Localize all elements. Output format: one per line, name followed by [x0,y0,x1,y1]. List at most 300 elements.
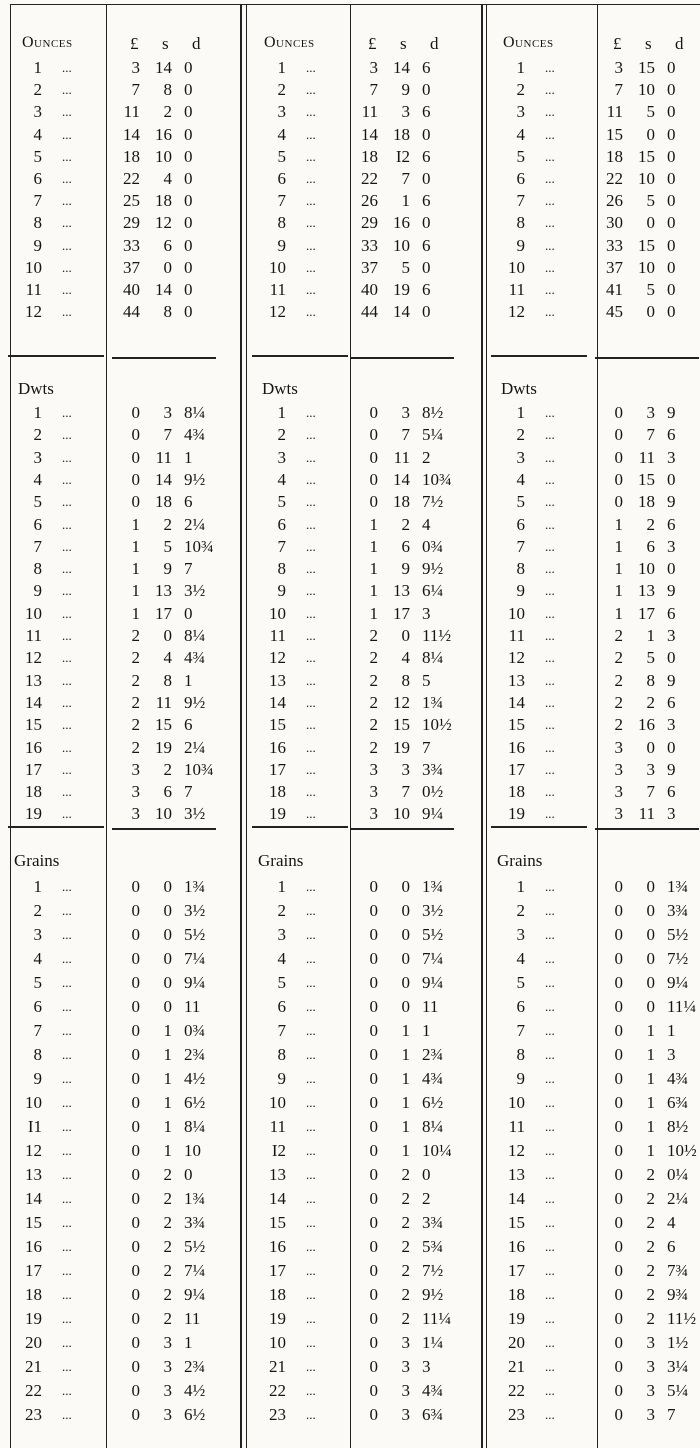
dwts-quantity: 2 [33,425,42,445]
section-rule [595,828,699,830]
grains-row [487,1092,700,1114]
pounds-value: 33 [606,235,623,255]
pence-value: 7¼ [184,949,206,968]
leader-dots: ... [545,259,555,275]
pence-value: 0 [667,648,676,668]
dwts-row [4,781,239,803]
ounces-row [248,79,478,101]
shillings-value: 2 [163,1261,172,1280]
grains-quantity: 13 [508,1165,525,1184]
grains-row [248,1188,478,1210]
pence-value: 0 [667,280,676,299]
shillings-value: 3 [163,1357,172,1376]
pence-value: 7½ [422,492,444,512]
ounces-quantity: 8 [277,213,286,233]
pounds-value: 0 [131,403,140,422]
pence-value: 11 [422,997,439,1016]
shillings-value: 2 [163,1213,172,1232]
leader-dots: ... [545,516,555,532]
pence-value: 4½ [184,1381,206,1400]
leader-dots: ... [62,494,72,510]
dwts-row [248,759,478,781]
grains-row [487,996,700,1018]
shillings-value: 15 [638,469,655,489]
pence-value: 6 [422,102,431,122]
pounds-value: 0 [131,1093,140,1112]
pence-value: 9¼ [422,973,444,992]
shillings-value: 0 [163,626,172,645]
leader-dots: ... [545,739,555,755]
grains-row [248,1068,478,1090]
pounds-value: 22 [606,169,623,188]
pounds-value: 0 [614,447,623,467]
pence-value: 3½ [184,901,206,920]
grains-quantity: 5 [277,973,286,992]
shillings-value: 7 [646,425,655,445]
grains-quantity: 19 [269,1309,286,1328]
leader-dots: ... [62,1095,72,1110]
pence-value: 2¼ [667,1189,689,1208]
grains-quantity: 20 [25,1333,42,1352]
dwts-quantity: 15 [25,715,42,735]
dwts-quantity: 5 [516,492,525,512]
dwts-row [248,647,478,669]
dwts-quantity: 4 [277,469,286,489]
grains-row [248,1404,478,1426]
vertical-rule [246,4,247,1448]
pence-value: 6 [184,715,193,735]
leader-dots: ... [545,471,555,487]
leader-dots: ... [306,761,316,777]
dwts-row [248,603,478,625]
leader-dots: ... [306,879,316,894]
pounds-value: 0 [369,1309,378,1328]
leader-dots: ... [62,717,72,733]
leader-dots: ... [62,427,72,443]
ounces-quantity: 1 [33,58,42,77]
table-column-1 [4,0,239,1448]
pounds-value: 7 [131,80,140,100]
pence-value: 0 [184,280,193,299]
shillings-header: s [400,34,407,53]
leader-dots: ... [62,471,72,487]
shillings-value: 0 [163,901,172,920]
leader-dots: ... [62,975,72,990]
leader-dots: ... [545,650,555,666]
pence-value: 10¾ [184,759,214,779]
shillings-value: 0 [646,213,655,233]
ounces-row [4,57,239,79]
pence-value: 3¾ [422,1213,444,1232]
pence-value: 9¼ [184,1285,206,1304]
pence-value: 4 [667,1213,676,1232]
leader-dots: ... [62,879,72,894]
ounces-row [4,301,239,323]
shillings-value: 10 [155,146,172,166]
pence-value: 0½ [422,782,444,802]
shillings-value: 7 [646,782,655,802]
pence-value: 10½ [422,715,452,735]
pence-value: 6 [422,146,431,166]
pounds-value: 0 [614,1261,623,1280]
pence-value: 5¼ [667,1381,689,1400]
pence-value: 0¼ [667,1165,689,1184]
dwts-quantity: 15 [269,715,286,735]
pounds-value: 0 [614,1285,623,1304]
pounds-value: 37 [361,257,378,277]
pounds-value: 0 [614,1021,623,1040]
shillings-value: 0 [401,626,410,645]
pence-value: 0 [667,102,676,122]
pence-value: 6½ [184,1405,206,1424]
grains-quantity: 9 [277,1069,286,1088]
leader-dots: ... [545,1143,555,1158]
ounces-quantity: 12 [25,302,42,322]
pounds-value: 1 [614,514,623,534]
shillings-value: 2 [401,1237,410,1256]
pounds-value: 0 [131,469,140,489]
shillings-value: 2 [646,1213,655,1232]
ounces-quantity: 12 [508,302,525,322]
leader-dots: ... [62,193,72,209]
dwts-row [248,447,478,469]
shillings-value: 2 [646,1165,655,1184]
shillings-value: 13 [393,581,410,601]
dwts-row [4,670,239,692]
pounds-value: 3 [131,804,140,824]
dwts-quantity: 18 [25,782,42,802]
dwts-row [487,536,700,558]
leader-dots: ... [62,405,72,420]
shillings-value: 1 [163,1021,172,1040]
pence-value: 0 [422,124,431,144]
leader-dots: ... [306,561,316,577]
leader-dots: ... [62,672,72,688]
grains-quantity: 4 [277,949,286,968]
pounds-value: 2 [369,715,378,735]
shillings-value: 13 [155,581,172,601]
pence-value: 6 [422,58,431,77]
dwts-row [248,469,478,491]
grains-row [248,972,478,994]
pence-value: 6 [422,191,431,211]
pence-value: 3½ [184,581,206,601]
grains-quantity: 2 [516,901,525,920]
pence-value: 1½ [667,1333,689,1352]
grains-row [487,1116,700,1138]
pounds-value: 0 [369,492,378,512]
ounces-row [4,257,239,279]
leader-dots: ... [306,1047,316,1062]
leader-dots: ... [306,148,316,164]
dwts-quantity: 16 [508,737,525,757]
pence-value: 9 [667,403,676,422]
grains-row [4,1020,239,1042]
leader-dots: ... [306,806,316,822]
shillings-value: 16 [155,124,172,144]
dwts-quantity: 1 [277,403,286,422]
pounds-value: 37 [606,257,623,277]
pounds-value: 0 [614,1333,623,1352]
dwts-quantity: 12 [508,648,525,668]
pounds-value: 0 [131,447,140,467]
pounds-value: 2 [369,737,378,757]
shillings-value: 10 [393,804,410,824]
pounds-value: 0 [131,1021,140,1040]
shillings-value: 1 [401,1045,410,1064]
leader-dots: ... [545,761,555,777]
pounds-value: 18 [361,146,378,166]
dwts-row [487,803,700,825]
grains-quantity: 14 [25,1189,42,1208]
leader-dots: ... [306,1167,316,1182]
pounds-value: 0 [369,1069,378,1088]
pence-value: 0 [667,302,676,322]
pence-value: 1 [422,1021,431,1040]
grains-quantity: 6 [277,997,286,1016]
pence-value: 6½ [184,1093,206,1112]
grains-row [248,1212,478,1234]
shillings-value: 16 [393,213,410,233]
dwts-row [248,580,478,602]
grains-label: Grains [258,851,304,870]
grains-row [4,1164,239,1186]
leader-dots: ... [545,126,555,142]
ounces-row [487,101,700,123]
dwts-row [248,514,478,536]
leader-dots: ... [545,903,555,918]
grains-quantity: 3 [516,925,525,944]
shillings-value: 14 [393,302,410,322]
pence-header: d [430,34,439,53]
shillings-value: 1 [646,1117,655,1136]
pounds-value: 2 [614,626,623,645]
pence-value: 6½ [422,1093,444,1112]
grains-quantity: 7 [277,1021,286,1040]
grains-quantity: 10 [269,1093,286,1112]
pounds-value: 44 [123,302,140,322]
pounds-value: 26 [606,191,623,211]
shillings-value: 4 [401,648,410,668]
pounds-value: 3 [369,58,378,77]
pounds-value: 18 [606,146,623,166]
pounds-value: 0 [131,1117,140,1136]
pence-value: 3¼ [667,1357,689,1376]
pence-value: 0 [422,213,431,233]
dwts-row [248,803,478,825]
leader-dots: ... [62,1047,72,1062]
grains-quantity: 15 [25,1213,42,1232]
dwts-quantity: 17 [269,759,286,779]
shillings-value: 2 [163,514,172,534]
shillings-value: 8 [163,670,172,690]
dwts-row [248,781,478,803]
grains-quantity: 14 [508,1189,525,1208]
grains-quantity: 12 [508,1141,525,1160]
shillings-value: 15 [638,235,655,255]
pounds-value: 14 [361,124,378,144]
grains-row [487,1020,700,1042]
pounds-value: 0 [369,1405,378,1424]
shillings-value: 0 [646,973,655,992]
leader-dots: ... [306,215,316,231]
dwts-quantity: 7 [277,536,286,556]
grains-row [487,1284,700,1306]
pence-value: 4 [422,514,431,534]
pence-value: 7 [184,559,193,579]
pounds-value: 0 [131,1189,140,1208]
grains-row [487,1380,700,1402]
shillings-value: 0 [163,949,172,968]
pence-value: 5¾ [422,1237,444,1256]
pounds-value: 1 [614,603,623,623]
shillings-value: 3 [401,759,410,779]
pounds-value: 1 [614,581,623,601]
grains-quantity: 4 [33,949,42,968]
grains-quantity: 9 [516,1069,525,1088]
leader-dots: ... [62,1335,72,1350]
leader-dots: ... [62,1407,72,1422]
pounds-value: 1 [369,603,378,623]
grains-quantity: 11 [508,1117,525,1136]
shillings-value: 1 [401,1141,410,1160]
shillings-value: 3 [163,403,172,422]
pence-value: 3½ [422,901,444,920]
dwts-quantity: 2 [277,425,286,445]
leader-dots: ... [545,237,555,253]
ounces-row [248,235,478,257]
shillings-value: 1 [163,1093,172,1112]
leader-dots: ... [545,605,555,621]
leader-dots: ... [545,427,555,443]
pounds-value: 0 [614,925,623,944]
shillings-value: 5 [646,102,655,122]
grains-row [487,1308,700,1330]
shillings-value: 15 [393,715,410,735]
pence-value: 11½ [422,626,452,645]
shillings-value: 8 [401,670,410,690]
leader-dots: ... [306,605,316,621]
pounds-value: 0 [369,425,378,445]
pounds-value: 3 [131,782,140,802]
leader-dots: ... [306,694,316,710]
table-column-3 [487,0,700,1448]
pounds-value: 0 [614,1213,623,1232]
pounds-value: 0 [131,425,140,445]
leader-dots: ... [306,1311,316,1326]
pounds-value: 0 [614,877,623,896]
grains-row [248,996,478,1018]
pence-value: 6 [184,492,193,512]
ounces-row [248,57,478,79]
leader-dots: ... [306,717,316,733]
ounces-quantity: 2 [33,80,42,100]
dwts-quantity: 6 [33,514,42,534]
pence-value: 11¼ [667,997,697,1016]
leader-dots: ... [545,1071,555,1086]
dwts-row [248,424,478,446]
leader-dots: ... [306,1263,316,1278]
grains-quantity: 10 [508,1093,525,1112]
shillings-value: 16 [638,715,655,735]
pounds-value: 2 [369,648,378,668]
pence-value: 6 [667,692,676,712]
leader-dots: ... [62,1023,72,1038]
grains-row [248,1284,478,1306]
shillings-value: 3 [401,1357,410,1376]
grains-quantity: 17 [508,1261,525,1280]
grains-row [487,1068,700,1090]
leader-dots: ... [545,1215,555,1230]
dwts-quantity: 13 [269,670,286,690]
grains-quantity: 8 [33,1045,42,1064]
pounds-value: 22 [123,169,140,188]
leader-dots: ... [545,1239,555,1254]
leader-dots: ... [545,583,555,599]
leader-dots: ... [306,237,316,253]
grains-row [487,900,700,922]
shillings-value: 2 [646,1309,655,1328]
section-rule [8,355,104,357]
pounds-value: 45 [606,302,623,322]
pence-value: 0 [667,235,676,255]
shillings-value: 0 [401,877,410,896]
dwts-row [487,603,700,625]
dwts-quantity: 6 [277,514,286,534]
pounds-value: 0 [131,1213,140,1232]
pence-value: 6 [667,782,676,802]
pence-value: 8¼ [184,626,206,645]
ounces-quantity: 4 [33,124,42,144]
pounds-value: 26 [361,191,378,211]
grains-row [4,1284,239,1306]
dwts-quantity: 18 [269,782,286,802]
shillings-value: 5 [163,536,172,556]
pounds-value: 44 [361,302,378,322]
grains-row [4,1044,239,1066]
pence-value: 9 [667,492,676,512]
shillings-value: 1 [646,1069,655,1088]
pence-value: 0 [184,146,193,166]
dwts-quantity: 9 [516,581,525,601]
shillings-value: 9 [401,559,410,579]
ounces-quantity: 9 [33,235,42,255]
pounds-value: 1 [369,581,378,601]
grains-quantity: 4 [516,949,525,968]
leader-dots: ... [62,1263,72,1278]
pence-value: 1 [184,670,193,690]
pence-value: 0 [667,559,676,579]
grains-row [487,1356,700,1378]
dwts-quantity: 6 [516,514,525,534]
leader-dots: ... [545,1287,555,1302]
shillings-value: 6 [646,536,655,556]
pounds-value: 0 [131,1405,140,1424]
grains-quantity: I2 [271,1141,286,1160]
dwts-row [487,692,700,714]
pounds-value: 7 [369,80,378,100]
pence-value: 7 [422,737,431,757]
shillings-value: 3 [401,1405,410,1424]
ounces-row [487,190,700,212]
pence-value: 8½ [422,403,444,422]
pence-value: 3¾ [184,1213,206,1232]
grains-row [248,1332,478,1354]
dwts-quantity: 4 [33,469,42,489]
pounds-value: 1 [369,536,378,556]
grains-quantity: 10 [25,1093,42,1112]
pounds-value: 2 [614,670,623,690]
